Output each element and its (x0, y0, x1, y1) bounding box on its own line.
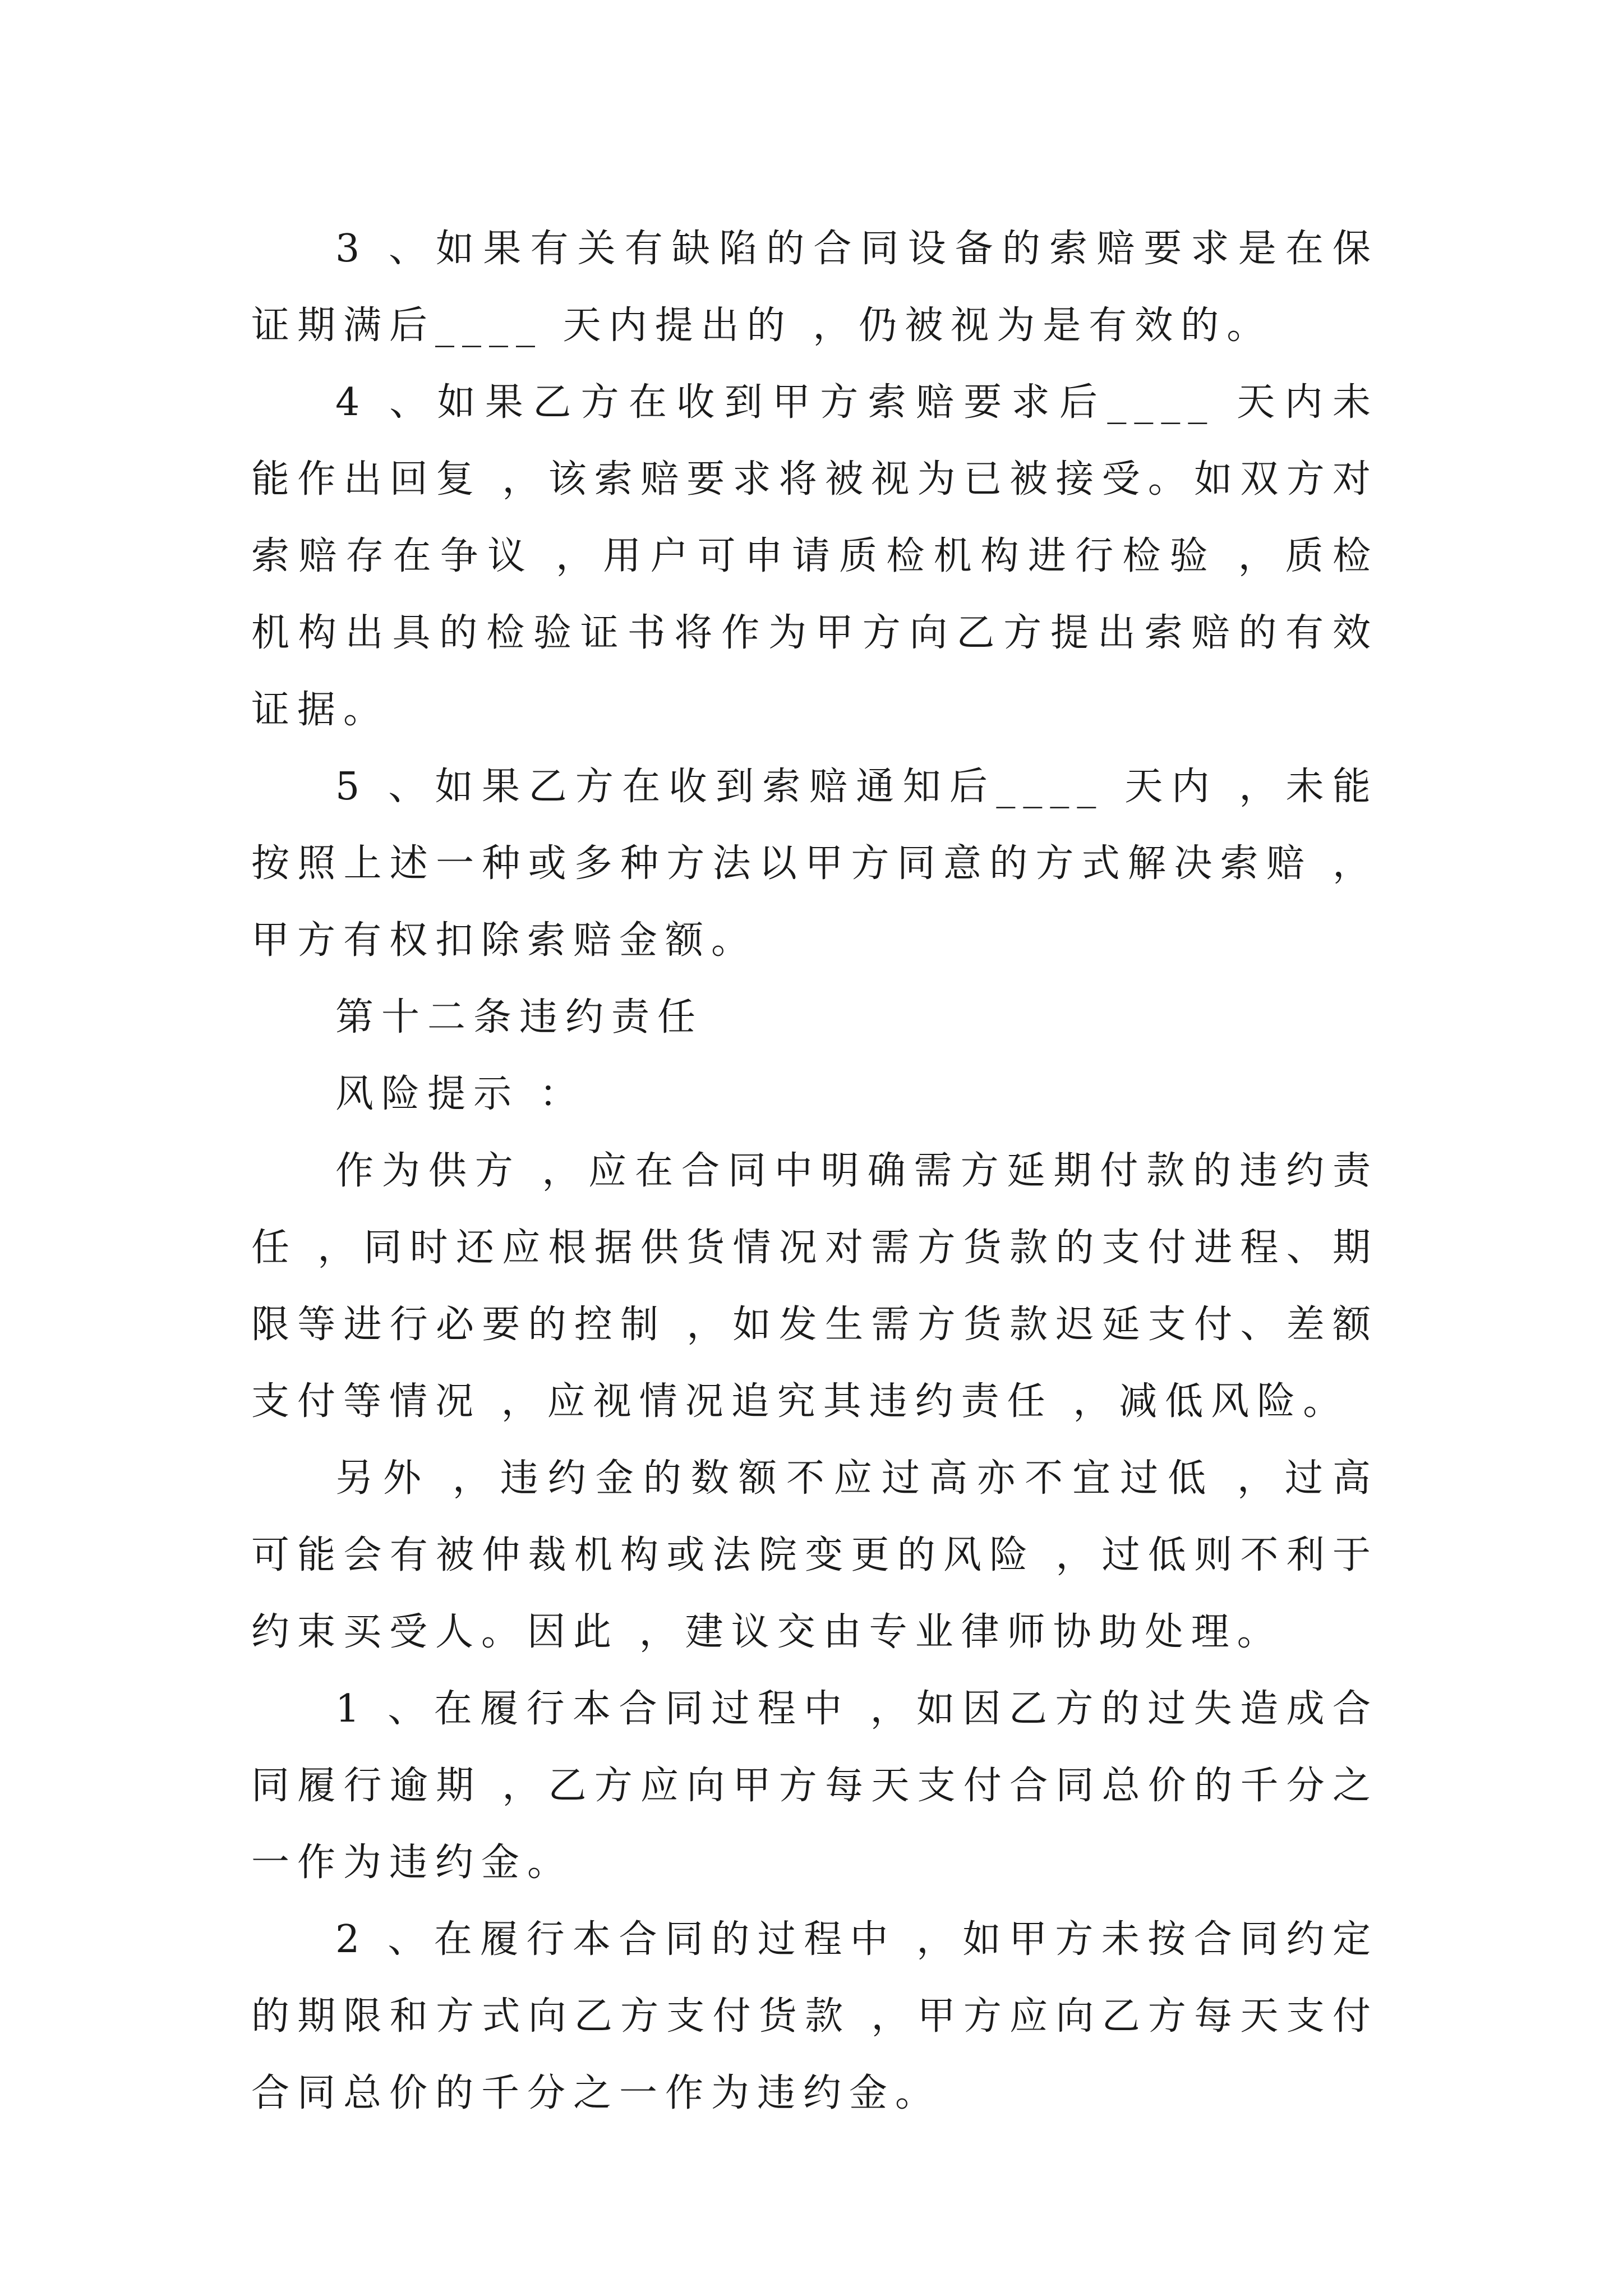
liability-clause-1-paragraph: 1 、在履行本合同过程中 ，如因乙方的过失造成合同履行逾期 ，乙方应向甲方每天支付合同总价的千分之一作为违约金。 (251, 1687, 1378, 1885)
document-body (251, 210, 1378, 2132)
clause-3-paragraph: 3 、如果有关有缺陷的合同设备的索赔要求是在保证期满后____ 天内提出的 ，仍被视为是有效的。 (251, 227, 1378, 348)
risk-notice-paragraph-1: 作为供方 ，应在合同中明确需方延期付款的违约责任 ，同时还应根据供货情况对需方货款的支付进程、期限等进行必要的控制 ，如发生需方货款迟延支付、差额支付等情况 ，应视情况追究其违约责任 ，减低风险。 (251, 1149, 1378, 1424)
clause-4-paragraph: 4 、如果乙方在收到甲方索赔要求后____ 天内未能作出回复 ，该索赔要求将被视为已被接受。如双方对索赔存在争议 ，用户可申请质检机构进行检验 ，质检机构出具的检验证书将作为甲方向乙方提出索赔的有效证据。 (251, 380, 1378, 732)
liability-clause-2-paragraph: 2 、在履行本合同的过程中 ，如甲方未按合同约定的期限和方式向乙方支付货款 ，甲方应向乙方每天支付合同总价的千分之一作为违约金。 (251, 1917, 1378, 2115)
clause-5-paragraph: 5 、如果乙方在收到索赔通知后____ 天内 ，未能按照上述一种或多种方法以甲方同意的方式解决索赔 ，甲方有权扣除索赔金额。 (251, 765, 1378, 963)
risk-notice-paragraph-2: 另外 ，违约金的数额不应过高亦不宜过低 ，过高可能会有被仲裁机构或法院变更的风险 ，过低则不利于约束买受人。因此 ，建议交由专业律师协助处理。 (251, 1456, 1378, 1654)
article-12-heading: 第十二条违约责任 (335, 995, 704, 1039)
risk-notice-heading: 风险提示 ： (335, 1072, 585, 1116)
